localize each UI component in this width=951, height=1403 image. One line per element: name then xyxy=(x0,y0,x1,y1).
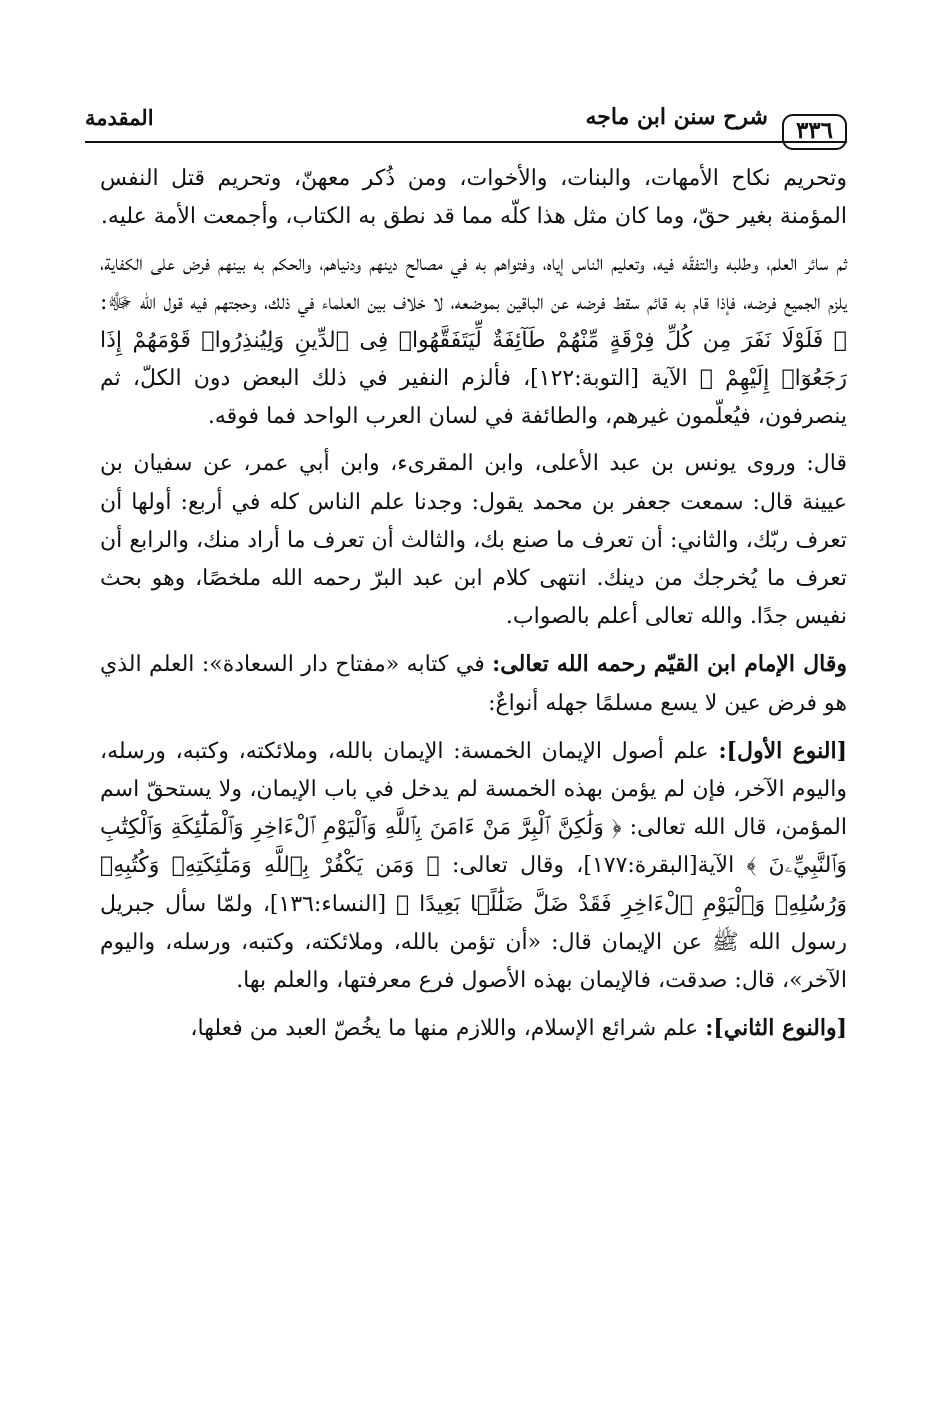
quran-verse: ﴿ وَلَٰكِنَّ ٱلْبِرَّ مَنْ ءَامَنَ بِٱللَّهِ وَٱلْيَوْمِ ٱلْءَاخِرِ وَٱلْمَلَٰٓئِكَةِ وَٱلْكِتَٰبِ وَٱلنَّبِيِّۦنَ ﴾ xyxy=(100,815,847,879)
section-title: المقدمة xyxy=(85,104,154,130)
paragraph-text: قال: وروى يونس بن عبد الأعلى، وابن المقرىء، وابن أبي عمر، عن سفيان بن عيينة قال: سمعت جعفر بن محمد يقول: وجدنا علم الناس كله في أربع: أولها أن تعرف ربّك، والثاني: أن تعرف ما صنع بك، والثالث أن تعرف ما أراد منك، والرابع أن تعرف ما يُخرجك من دينك. انتهى كلام ابن عبد البرّ رحمه الله ملخصًا، وهو بحث نفيس جدًا. والله تعالى أعلم بالصواب. xyxy=(100,451,847,630)
paragraph-text: وتحريم نكاح الأمهات، والبنات، والأخوات، ومن ذُكر معهنّ، وتحريم قتل النفس المؤمنة بغير حقّ، وما كان مثل هذا كلّه مما قد نطق به الكتاب، وأجمعت الأمة عليه. xyxy=(100,166,847,230)
paragraph-text: الآية[البقرة:١٧٧]، وقال تعالى: xyxy=(439,853,747,879)
paragraph-text: في كتابه «مفتاح دار السعادة»: العلم الذي هو فرض عين لا يسع مسلمًا جهله أنواعٌ: xyxy=(100,652,847,716)
paragraph-text: الآية [التوبة:١٢٢]، فألزم النفير في ذلك البعض دون الكلّ، ثم ينصرفون، فيُعلّمون غيرهم، والطائفة في لسان العرب الواحد فما فوقه. xyxy=(100,366,847,430)
paragraph-text: ثم سائر العلم، وطلبه والتفقّه فيه، وتعليم الناس إياه، وفتواهم به في مصالح دينهم ودنياهم، والحكم به بينهم فرض على الكفاية، يلزم الجميع فرضه، فإذا قام به قائم سقط فرضه عن الباقين بموضعه، لا خلاف بين العلماء في ذلك، وحجتهم فيه قول الله ﷻ: xyxy=(100,251,847,315)
paragraph-2 xyxy=(100,245,847,436)
paragraph-3 xyxy=(100,445,847,636)
quran-verse: ﴿ وَمَن يَكْفُرْ بِٱللَّهِ وَمَلَٰٓئِكَتِهِۦ وَكُتُبِهِۦ وَرُسُلِهِۦ وَٱلْيَوْمِ ٱلْءَاخِرِ فَقَدْ ضَلَّ ضَلَٰلًۢا بَعِيدًا ﴾ xyxy=(100,853,847,917)
paragraph-text: [النساء:١٣٦]، ولمّا سأل جبريل رسول الله ﷺ عن الإيمان قال: «أن تؤمن بالله، وملائكته، وكتبه، ورسله، واليوم الآخر»، قال: صدقت، فالإيمان بهذه الأصول فرع معرفتها، والعلم بها. xyxy=(100,891,847,994)
quran-verse: ﴿ فَلَوْلَا نَفَرَ مِن كُلِّ فِرْقَةٍ مِّنْهُمْ طَآئِفَةٌ لِّيَتَفَقَّهُوا۟ فِى ٱلدِّينِ وَلِيُنذِرُوا۟ قَوْمَهُمْ إِذَا رَجَعُوٓا۟ إِلَيْهِمْ ﴾ xyxy=(100,327,847,392)
bold-lead: وقال الإمام ابن القيّم رحمه الله تعالى: xyxy=(492,651,847,678)
paragraph-1 xyxy=(100,160,847,236)
bold-lead: [والنوع الثاني]: xyxy=(705,1015,847,1042)
page-header xyxy=(85,84,847,144)
bold-lead: [النوع الأول]: xyxy=(718,737,848,764)
paragraph-4 xyxy=(100,645,847,722)
page-number: ٣٣٦ xyxy=(782,114,847,150)
paragraph-text: علم أصول الإيمان الخمسة: الإيمان بالله، وملائكته، وكتبه، ورسله، واليوم الآخر، فإن لم يؤمن بهذه الخمسة لم يدخل في باب الإيمان، ولا يستحقّ اسم المؤمن، قال الله تعالى: xyxy=(100,738,847,841)
paragraph-6 xyxy=(100,1009,847,1048)
header-divider xyxy=(85,141,847,143)
header-right-group xyxy=(585,103,848,144)
paragraph-text: علم شرائع الإسلام، واللازم منها ما يخُصّ العبد من فعلها، xyxy=(190,1016,706,1042)
page-body xyxy=(100,160,847,1057)
book-title: شرح سنن ابن ماجه xyxy=(585,103,768,130)
paragraph-5 xyxy=(100,732,847,1000)
